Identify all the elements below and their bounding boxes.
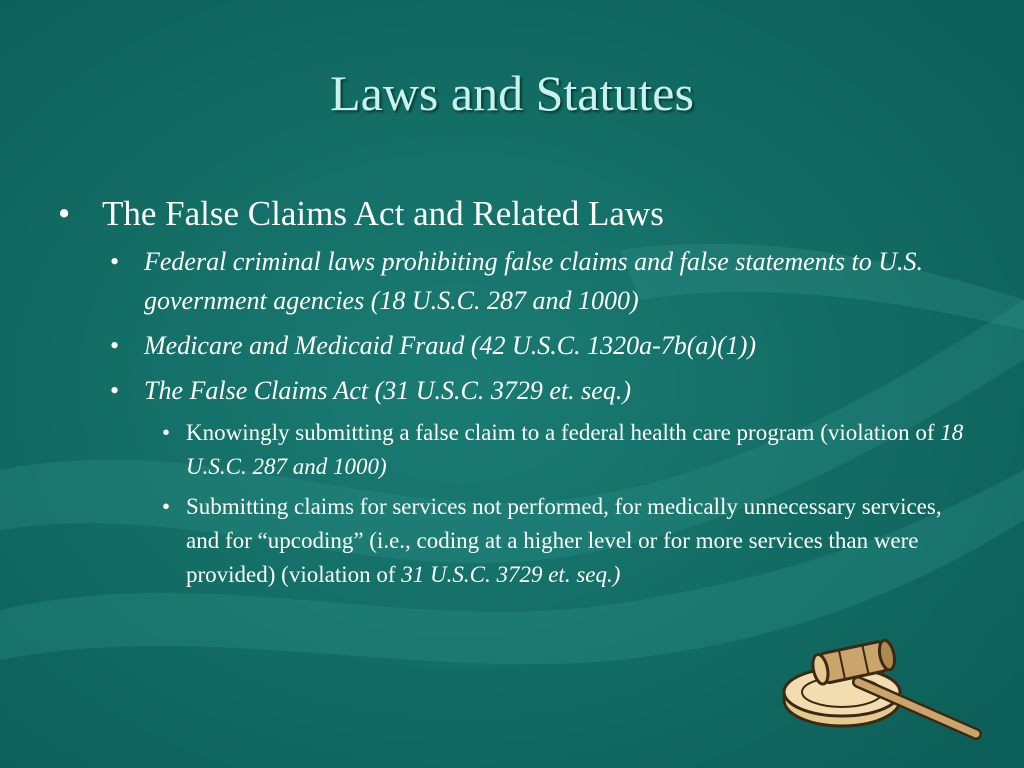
sub-bullet: [110, 326, 978, 365]
bullet-level-1: [58, 192, 978, 236]
sub-bullet-text: Medicare and Medicaid Fraud (42 U.S.C. 1320a-7b(a)(1)): [144, 331, 757, 360]
slide-body: [58, 192, 978, 592]
sub-sub-bullet-plain: Submitting claims for services not performed, for medically unnecessary services, and for “upcoding” (i.e., coding at a higher level or for more services than were provided) (violation of: [186, 494, 942, 587]
bullet-dot: •: [110, 376, 120, 405]
sub-sub-bullet-text: [186, 416, 978, 484]
sub-sub-bullet-plain: Knowingly submitting a false claim to a federal health care program (violation of: [186, 420, 941, 445]
bullet-text: The False Claims Act and Related Laws: [102, 194, 664, 233]
gavel-icon: [780, 630, 990, 748]
bullet-dot: •: [162, 420, 171, 445]
sub-sub-bullet: [162, 416, 978, 484]
sub-bullet: [110, 371, 978, 410]
slide-title: Laws and Statutes: [330, 65, 694, 121]
sub-sub-bullet-text: [186, 490, 978, 592]
citation: 18 U.S.C. 287 and 1000): [186, 420, 964, 479]
citation: 31 U.S.C. 3729 et. seq.): [401, 562, 621, 587]
bullet-dot: •: [162, 494, 171, 519]
sub-sub-bullet: [162, 490, 978, 592]
bullet-dot: •: [110, 331, 120, 360]
bullet-dot: •: [110, 247, 120, 276]
sub-bullet: [110, 242, 978, 320]
sub-bullet-text: The False Claims Act (31 U.S.C. 3729 et. seq.): [144, 376, 631, 405]
bullet-dot: •: [58, 194, 71, 233]
sub-bullet-text: Federal criminal laws prohibiting false claims and false statements to U.S. government agencies (18 U.S.C. 287 and 1000): [144, 247, 923, 315]
